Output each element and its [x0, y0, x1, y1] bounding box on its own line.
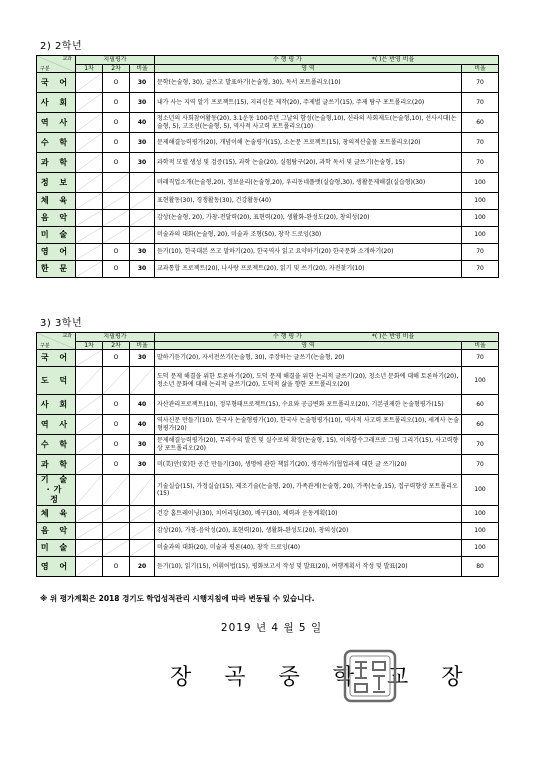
- table-row: [37, 350, 499, 367]
- subject-cell: 미 술: [37, 540, 76, 557]
- area-cell: 교과통합 프로젝트(20), 나사랑 프로젝트(20), 읽기 및 쓰기(20), 자전찾기(10): [155, 261, 462, 278]
- performance-ratio-cell: 70: [462, 455, 499, 475]
- first-exam-cell: [76, 415, 103, 435]
- performance-ratio-cell: 70: [462, 261, 499, 278]
- exam-ratio-cell: [130, 540, 155, 557]
- exam-ratio-cell: 30: [130, 244, 155, 261]
- header-corner-cell: [37, 333, 76, 350]
- header-performance-title: 수 행 평 가: [273, 333, 302, 340]
- subject-cell: 과 학: [37, 153, 76, 173]
- area-cell: 미래직업소개(논술형,20), 정보윤리(논술형,20), 우리동네플랫(실습형,30), 생활문제해결(실습형)(30): [155, 173, 462, 193]
- area-cell: 내가 사는 지역 알기 프로젝트(15), 지리신문 제작(20), 주제별 글쓰기(15), 주제 탐구 포트폴리오(20): [155, 93, 462, 113]
- subject-cell: 역 사: [37, 415, 76, 435]
- table-row: [37, 93, 499, 113]
- first-exam-cell: [76, 475, 103, 506]
- subject-cell: 영 어: [37, 557, 76, 577]
- document-date: 2019 년 4 월 5 일: [220, 622, 323, 634]
- header-written-exam: 지필평가: [76, 56, 155, 65]
- area-cell: 문학(논술형, 30), 글쓰고 발표하기(논술형, 30), 독서 포트폴리오(10): [155, 73, 462, 93]
- second-exam-cell: O: [103, 93, 130, 113]
- subject-cell: 음 악: [37, 523, 76, 540]
- first-exam-cell: [76, 193, 103, 210]
- table-row: [37, 153, 499, 173]
- area-cell: 건강 홈트레이닝(30), 치어리딩(30), 배구(30), 체력과 운동계획(10): [155, 506, 462, 523]
- table-row: [37, 113, 499, 133]
- principal-signature: 장 곡 중 학 교 장: [170, 665, 476, 690]
- exam-ratio-cell: 30: [130, 261, 155, 278]
- area-cell: 말하기듣기(20), 자서전쓰기(논술형, 30), 주장하는 글쓰기(논술형, 20): [155, 350, 462, 367]
- second-exam-cell: O: [103, 261, 130, 278]
- first-exam-cell: [76, 435, 103, 455]
- table-subheader-row: [37, 64, 499, 73]
- header-performance-title: 수 행 평 가: [273, 56, 302, 63]
- second-exam-cell: O: [103, 113, 130, 133]
- first-exam-cell: [76, 93, 103, 113]
- subject-cell: 과 학: [37, 455, 76, 475]
- exam-ratio-cell: 40: [130, 415, 155, 435]
- subject-cell: 한 문: [37, 261, 76, 278]
- header-first-exam: 1차: [76, 64, 103, 73]
- exam-ratio-cell: 30: [130, 455, 155, 475]
- performance-ratio-cell: 70: [462, 153, 499, 173]
- performance-ratio-cell: 100: [462, 475, 499, 506]
- table-row: [37, 367, 499, 395]
- second-exam-cell: O: [103, 350, 130, 367]
- first-exam-cell: [76, 73, 103, 93]
- performance-ratio-cell: 70: [462, 133, 499, 153]
- area-cell: 미술과의 대화(20), 미술과 평론(40), 창작 드로잉(40): [155, 540, 462, 557]
- section-title-grade2: 2) 2학년: [40, 41, 83, 52]
- header-performance-note: *( )은 반영 비율: [371, 56, 415, 63]
- second-exam-cell: O: [103, 415, 130, 435]
- area-cell: 도덕 문제 해결을 위한 토론하기(20), 도덕 문제 해결을 위한 논리적 글쓰기(20), 청소년 문화에 대해 토론하기(20), 청소년 문화에 대해 논리적 글쓰기(20), 도덕적 삶을 향한 포트폴리오(20): [155, 367, 462, 395]
- second-exam-cell: [103, 506, 130, 523]
- area-cell: 듣기(10), 한국대본 쓰고 말하기(20), 한국역사 읽고 요약하기(20) 한국문화 소개하기(20): [155, 244, 462, 261]
- first-exam-cell: [76, 261, 103, 278]
- notice-text: ※ 위 평가계획은 2018 경기도 학업성적관리 시행지침에 따라 변동될 수 있습니다.: [40, 594, 315, 603]
- exam-ratio-cell: [130, 367, 155, 395]
- header-second-exam: 2차: [103, 64, 130, 73]
- section-title-grade3: 3) 3학년: [40, 318, 83, 329]
- second-exam-cell: O: [103, 395, 130, 415]
- exam-ratio-cell: [130, 523, 155, 540]
- performance-ratio-cell: 100: [462, 523, 499, 540]
- performance-ratio-cell: 100: [462, 540, 499, 557]
- performance-ratio-cell: 80: [462, 557, 499, 577]
- performance-ratio-cell: 70: [462, 93, 499, 113]
- header-written-exam: 지필평가: [76, 333, 155, 342]
- subject-cell: 수 학: [37, 435, 76, 455]
- subject-cell: 사 회: [37, 395, 76, 415]
- subject-cell: 체 육: [37, 193, 76, 210]
- performance-ratio-cell: 60: [462, 395, 499, 415]
- exam-ratio-cell: 30: [130, 93, 155, 113]
- first-exam-cell: [76, 506, 103, 523]
- header-second-exam: 2차: [103, 341, 130, 350]
- first-exam-cell: [76, 153, 103, 173]
- exam-ratio-cell: [130, 506, 155, 523]
- first-exam-cell: [76, 133, 103, 153]
- table-row: [37, 523, 499, 540]
- exam-ratio-cell: [130, 193, 155, 210]
- table-row: [37, 475, 499, 506]
- subject-cell: 음 악: [37, 210, 76, 227]
- header-performance-ratio: 비율: [462, 341, 499, 350]
- table-row: [37, 435, 499, 455]
- second-exam-cell: [103, 227, 130, 244]
- performance-ratio-cell: 70: [462, 244, 499, 261]
- table-row: [37, 261, 499, 278]
- official-seal-icon: [342, 648, 398, 704]
- second-exam-cell: [103, 367, 130, 395]
- header-performance-note: *( )은 반영 비율: [371, 333, 415, 340]
- table-subheader-row: [37, 341, 499, 350]
- performance-ratio-cell: 100: [462, 193, 499, 210]
- performance-ratio-cell: 70: [462, 435, 499, 455]
- header-category-label: 구분: [40, 342, 50, 349]
- subject-cell: 체 육: [37, 506, 76, 523]
- table-row: [37, 506, 499, 523]
- subject-cell: 국 어: [37, 350, 76, 367]
- second-exam-cell: O: [103, 244, 130, 261]
- header-performance-eval: [155, 56, 499, 65]
- table-row: [37, 210, 499, 227]
- performance-ratio-cell: 70: [462, 73, 499, 93]
- first-exam-cell: [76, 173, 103, 193]
- second-exam-cell: O: [103, 153, 130, 173]
- first-exam-cell: [76, 210, 103, 227]
- exam-ratio-cell: [130, 475, 155, 506]
- header-performance-eval: [155, 333, 499, 342]
- first-exam-cell: [76, 350, 103, 367]
- header-first-exam: 1차: [76, 341, 103, 350]
- second-exam-cell: O: [103, 435, 130, 455]
- second-exam-cell: [103, 193, 130, 210]
- area-cell: 자산관리프로젝트(10), 정부형태프로젝트(15), 수요와 공급변화 포트폴리오(20), 기본권제한 논술형평가(15): [155, 395, 462, 415]
- performance-ratio-cell: 100: [462, 367, 499, 395]
- exam-ratio-cell: 30: [130, 133, 155, 153]
- performance-ratio-cell: 70: [462, 350, 499, 367]
- second-exam-cell: [103, 210, 130, 227]
- exam-ratio-cell: [130, 227, 155, 244]
- area-cell: 과학적 모델 생성 및 검증(15), 과학 논술(20), 실험탐구(20), 과학 독서 및 글쓰기(논술형, 15): [155, 153, 462, 173]
- table-row: [37, 540, 499, 557]
- table-row: [37, 455, 499, 475]
- subject-cell: 정 보: [37, 173, 76, 193]
- area-cell: 미술과의 대화(논술형, 20), 미술과 조형(50), 창작 드로잉(30): [155, 227, 462, 244]
- subject-cell: 영 어: [37, 244, 76, 261]
- performance-ratio-cell: 100: [462, 210, 499, 227]
- exam-ratio-cell: 30: [130, 435, 155, 455]
- table-header-row: [37, 56, 499, 65]
- second-exam-cell: O: [103, 557, 130, 577]
- first-exam-cell: [76, 540, 103, 557]
- area-cell: 표현활동(30), 경쟁활동(30), 건강활동(40): [155, 193, 462, 210]
- first-exam-cell: [76, 367, 103, 395]
- exam-ratio-cell: [130, 210, 155, 227]
- performance-ratio-cell: 60: [462, 415, 499, 435]
- header-corner-cell: [37, 56, 76, 73]
- performance-ratio-cell: 100: [462, 173, 499, 193]
- exam-ratio-cell: 20: [130, 557, 155, 577]
- performance-ratio-cell: 60: [462, 113, 499, 133]
- header-area: 영 역: [155, 64, 462, 73]
- header-exam-ratio: 비율: [130, 341, 155, 350]
- second-exam-cell: O: [103, 73, 130, 93]
- evaluation-table-grade3: [36, 332, 499, 577]
- table-row: [37, 173, 499, 193]
- exam-ratio-cell: 40: [130, 395, 155, 415]
- subject-cell: 도 덕: [37, 367, 76, 395]
- subject-cell: 기 술·가 정: [37, 475, 76, 506]
- table-header-row: [37, 333, 499, 342]
- subject-cell: 국 어: [37, 73, 76, 93]
- table-row: [37, 193, 499, 210]
- second-exam-cell: [103, 475, 130, 506]
- area-cell: 감상(20), 가창-음악성(20), 표현력(20), 생활화-완성도(20), 창의성(20): [155, 523, 462, 540]
- table-row: [37, 415, 499, 435]
- area-cell: 역사신문 만들기(10), 한국사 논술형평가(10), 한국사 논술형평가(10), 역사적 사고력 포트폴리오(10), 세계사 논술형평가(20): [155, 415, 462, 435]
- first-exam-cell: [76, 227, 103, 244]
- second-exam-cell: O: [103, 133, 130, 153]
- header-performance-ratio: 비율: [462, 64, 499, 73]
- exam-ratio-cell: 30: [130, 153, 155, 173]
- exam-ratio-cell: 40: [130, 113, 155, 133]
- performance-ratio-cell: 100: [462, 227, 499, 244]
- first-exam-cell: [76, 113, 103, 133]
- performance-ratio-cell: 100: [462, 506, 499, 523]
- header-subject-label: 교과: [62, 333, 72, 339]
- first-exam-cell: [76, 557, 103, 577]
- header-exam-ratio: 비율: [130, 64, 155, 73]
- subject-cell: 수 학: [37, 133, 76, 153]
- area-cell: 듣기(10), 읽기(15), 어휘어법(15), 평화보고서 작성 및 발표(20), 여행계획서 작성 및 발표(20): [155, 557, 462, 577]
- exam-ratio-cell: [130, 173, 155, 193]
- second-exam-cell: [103, 540, 130, 557]
- subject-cell: 역 사: [37, 113, 76, 133]
- evaluation-table-grade2: [36, 55, 499, 278]
- exam-ratio-cell: 30: [130, 73, 155, 93]
- subject-cell: 사 회: [37, 93, 76, 113]
- second-exam-cell: [103, 523, 130, 540]
- first-exam-cell: [76, 395, 103, 415]
- header-area: 영 역: [155, 341, 462, 350]
- area-cell: 문제해결능력평가(20), 개념이해 논술평가(15), 소논문 프로젝트(15), 창의적산출물 포트폴리오(20): [155, 133, 462, 153]
- area-cell: 청소년의 사회참여활동(20), 3.1운동 100주년 그날의 함성(논술형,10), 신라의 사회제도(논술형,10), 선사시대(논술형, 5), 고조선(논술형, 5), 역사적 사고력 포트폴리오(10): [155, 113, 462, 133]
- table-row: [37, 227, 499, 244]
- area-cell: 문제해결능력평가(20), 무리수의 발견 및 실수로의 확장(논술형, 15), 이차함수그래프로 그림 그리기(15), 사고력향상 포트폴리오(20): [155, 435, 462, 455]
- first-exam-cell: [76, 455, 103, 475]
- table-row: [37, 395, 499, 415]
- header-category-label: 구분: [40, 65, 50, 72]
- second-exam-cell: [103, 173, 130, 193]
- table-row: [37, 133, 499, 153]
- exam-ratio-cell: 30: [130, 350, 155, 367]
- table-row: [37, 244, 499, 261]
- area-cell: 감상(논술형, 20), 가창-전달력(20), 표현력(20), 생활화-완성도(20), 창의성(20): [155, 210, 462, 227]
- first-exam-cell: [76, 523, 103, 540]
- first-exam-cell: [76, 244, 103, 261]
- second-exam-cell: O: [103, 455, 130, 475]
- header-subject-label: 교과: [62, 56, 72, 62]
- area-cell: 미(美)안(安)한 공간 만들기(30), 생명에 관한 책읽기(20), 생각하기(협업과제 대한 글 쓰기(20): [155, 455, 462, 475]
- subject-cell: 미 술: [37, 227, 76, 244]
- table-row: [37, 557, 499, 577]
- table-row: [37, 73, 499, 93]
- area-cell: 기술실습(15), 가정실습(15), 제조기술(논술형, 20), 가족관계(논술형, 20), 가족(논술,15), 접구력향상 포트폴리오(15): [155, 475, 462, 506]
